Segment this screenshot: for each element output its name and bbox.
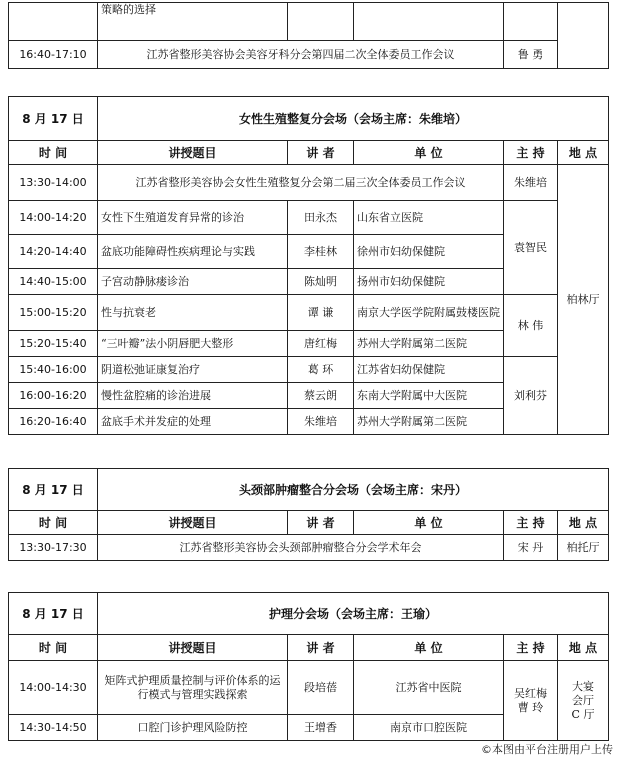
host-cell: 宋 丹 [504, 535, 558, 561]
host-line: 吴红梅 [514, 686, 547, 700]
session-title: 女性生殖整复分会场（会场主席：朱维培） [98, 97, 609, 141]
unit-cell: 扬州市妇幼保健院 [354, 269, 504, 295]
host-cell: 朱维培 [504, 165, 558, 201]
speaker-cell: 唐红梅 [288, 331, 354, 357]
unit-cell: 南京大学医学院附属鼓楼医院 [354, 295, 504, 331]
speaker-cell: 陈灿明 [288, 269, 354, 295]
header-topic: 讲授题目 [98, 141, 288, 165]
unit-cell: 江苏省中医院 [354, 661, 504, 715]
host-cell: 林 伟 [504, 295, 558, 357]
speaker-cell: 谭 谦 [288, 295, 354, 331]
speaker-cell: 葛 环 [288, 357, 354, 383]
venue-line: C 厅 [571, 707, 595, 721]
session-table-female [8, 96, 609, 435]
session-date: 8 月 17 日 [9, 469, 98, 511]
header-venue: 地 点 [558, 141, 609, 165]
time-cell: 13:30-17:30 [9, 535, 98, 561]
schedule-table-fragment [8, 2, 609, 69]
host-cell [504, 661, 558, 741]
column-header-row [9, 141, 609, 165]
session-header [9, 593, 609, 635]
time-cell: 15:00-15:20 [9, 295, 98, 331]
unit-cell: 山东省立医院 [354, 201, 504, 235]
unit-cell: 苏州大学附属第二医院 [354, 409, 504, 435]
header-speaker: 讲 者 [288, 511, 354, 535]
speaker-cell: 田永杰 [288, 201, 354, 235]
host-cell: 袁智民 [504, 201, 558, 295]
session-header [9, 97, 609, 141]
session-title: 护理分会场（会场主席：王瑜） [98, 593, 609, 635]
time-cell: 13:30-14:00 [9, 165, 98, 201]
event-cell: 江苏省整形美容协会头颈部肿瘤整合分会学术年会 [98, 535, 504, 561]
session-date: 8 月 17 日 [9, 97, 98, 141]
topic-cell: 盆底功能障碍性疾病理论与实践 [98, 235, 288, 269]
topic-cell: 阴道松弛证康复治疗 [98, 357, 288, 383]
column-header-row [9, 635, 609, 661]
header-time: 时 间 [9, 511, 98, 535]
time-cell: 15:20-15:40 [9, 331, 98, 357]
unit-cell: 南京市口腔医院 [354, 715, 504, 741]
venue-cell: 柏林厅 [558, 165, 609, 435]
session-header [9, 469, 609, 511]
topic-cell: 性与抗衰老 [98, 295, 288, 331]
time-cell: 15:40-16:00 [9, 357, 98, 383]
time-cell: 14:40-15:00 [9, 269, 98, 295]
header-host: 主 持 [504, 635, 558, 661]
unit-cell: 徐州市妇幼保健院 [354, 235, 504, 269]
topic-cell: 口腔门诊护理风险防控 [98, 715, 288, 741]
header-speaker: 讲 者 [288, 141, 354, 165]
time-cell: 16:00-16:20 [9, 383, 98, 409]
header-venue: 地 点 [558, 635, 609, 661]
table-row [9, 661, 609, 715]
header-topic: 讲授题目 [98, 635, 288, 661]
topic-cell: 子宫动静脉瘘诊治 [98, 269, 288, 295]
time-cell: 16:20-16:40 [9, 409, 98, 435]
column-header-row [9, 511, 609, 535]
host-line: 曹 玲 [517, 700, 544, 714]
table-row [9, 3, 609, 41]
header-venue: 地 点 [558, 511, 609, 535]
table-row [9, 165, 609, 201]
topic-cell: 女性下生殖道发育异常的诊治 [98, 201, 288, 235]
speaker-cell: 段培蓓 [288, 661, 354, 715]
time-cell: 14:00-14:20 [9, 201, 98, 235]
table-row [9, 201, 609, 235]
session-table-head-neck [8, 468, 609, 561]
session-title: 头颈部肿瘤整合分会场（会场主席：宋丹） [98, 469, 609, 511]
header-unit: 单 位 [354, 141, 504, 165]
time-cell: 14:30-14:50 [9, 715, 98, 741]
table-row [9, 295, 609, 331]
unit-cell: 东南大学附属中大医院 [354, 383, 504, 409]
venue-cell [558, 661, 609, 741]
topic-cell: 盆底手术并发症的处理 [98, 409, 288, 435]
speaker-cell: 朱维培 [288, 409, 354, 435]
session-table-nursing [8, 592, 609, 741]
time-cell: 14:20-14:40 [9, 235, 98, 269]
unit-cell: 苏州大学附属第二医院 [354, 331, 504, 357]
topic-cell: 矩阵式护理质量控制与评价体系的运行模式与管理实践探索 [98, 661, 288, 715]
venue-line: 会厅 [572, 693, 594, 707]
header-time: 时 间 [9, 635, 98, 661]
table-row [9, 535, 609, 561]
speaker-cell: 蔡云朗 [288, 383, 354, 409]
session-date: 8 月 17 日 [9, 593, 98, 635]
host-cell: 鲁 勇 [504, 41, 558, 69]
topic-cell: 慢性盆腔痛的诊治进展 [98, 383, 288, 409]
time-cell: 16:40-17:10 [9, 41, 98, 69]
time-cell: 14:00-14:30 [9, 661, 98, 715]
header-time: 时 间 [9, 141, 98, 165]
header-speaker: 讲 者 [288, 635, 354, 661]
table-row [9, 41, 609, 69]
header-unit: 单 位 [354, 511, 504, 535]
speaker-cell: 李桂林 [288, 235, 354, 269]
topic-cell: “三叶瓣”法小阴唇肥大整形 [98, 331, 288, 357]
header-topic: 讲授题目 [98, 511, 288, 535]
event-cell: 江苏省整形美容协会女性生殖整复分会第二届三次全体委员工作会议 [98, 165, 504, 201]
header-host: 主 持 [504, 511, 558, 535]
host-cell: 刘利芬 [504, 357, 558, 435]
event-cell: 江苏省整形美容协会美容牙科分会第四届二次全体委员工作会议 [98, 41, 504, 69]
table-row [9, 357, 609, 383]
header-unit: 单 位 [354, 635, 504, 661]
venue-line: 大宴 [572, 679, 594, 693]
venue-cell: 柏托厅 [558, 535, 609, 561]
topic-cell: 策略的选择 [98, 3, 288, 41]
header-host: 主 持 [504, 141, 558, 165]
unit-cell: 江苏省妇幼保健院 [354, 357, 504, 383]
speaker-cell: 王增香 [288, 715, 354, 741]
watermark-text: ©本图由平台注册用户上传 [481, 743, 613, 756]
